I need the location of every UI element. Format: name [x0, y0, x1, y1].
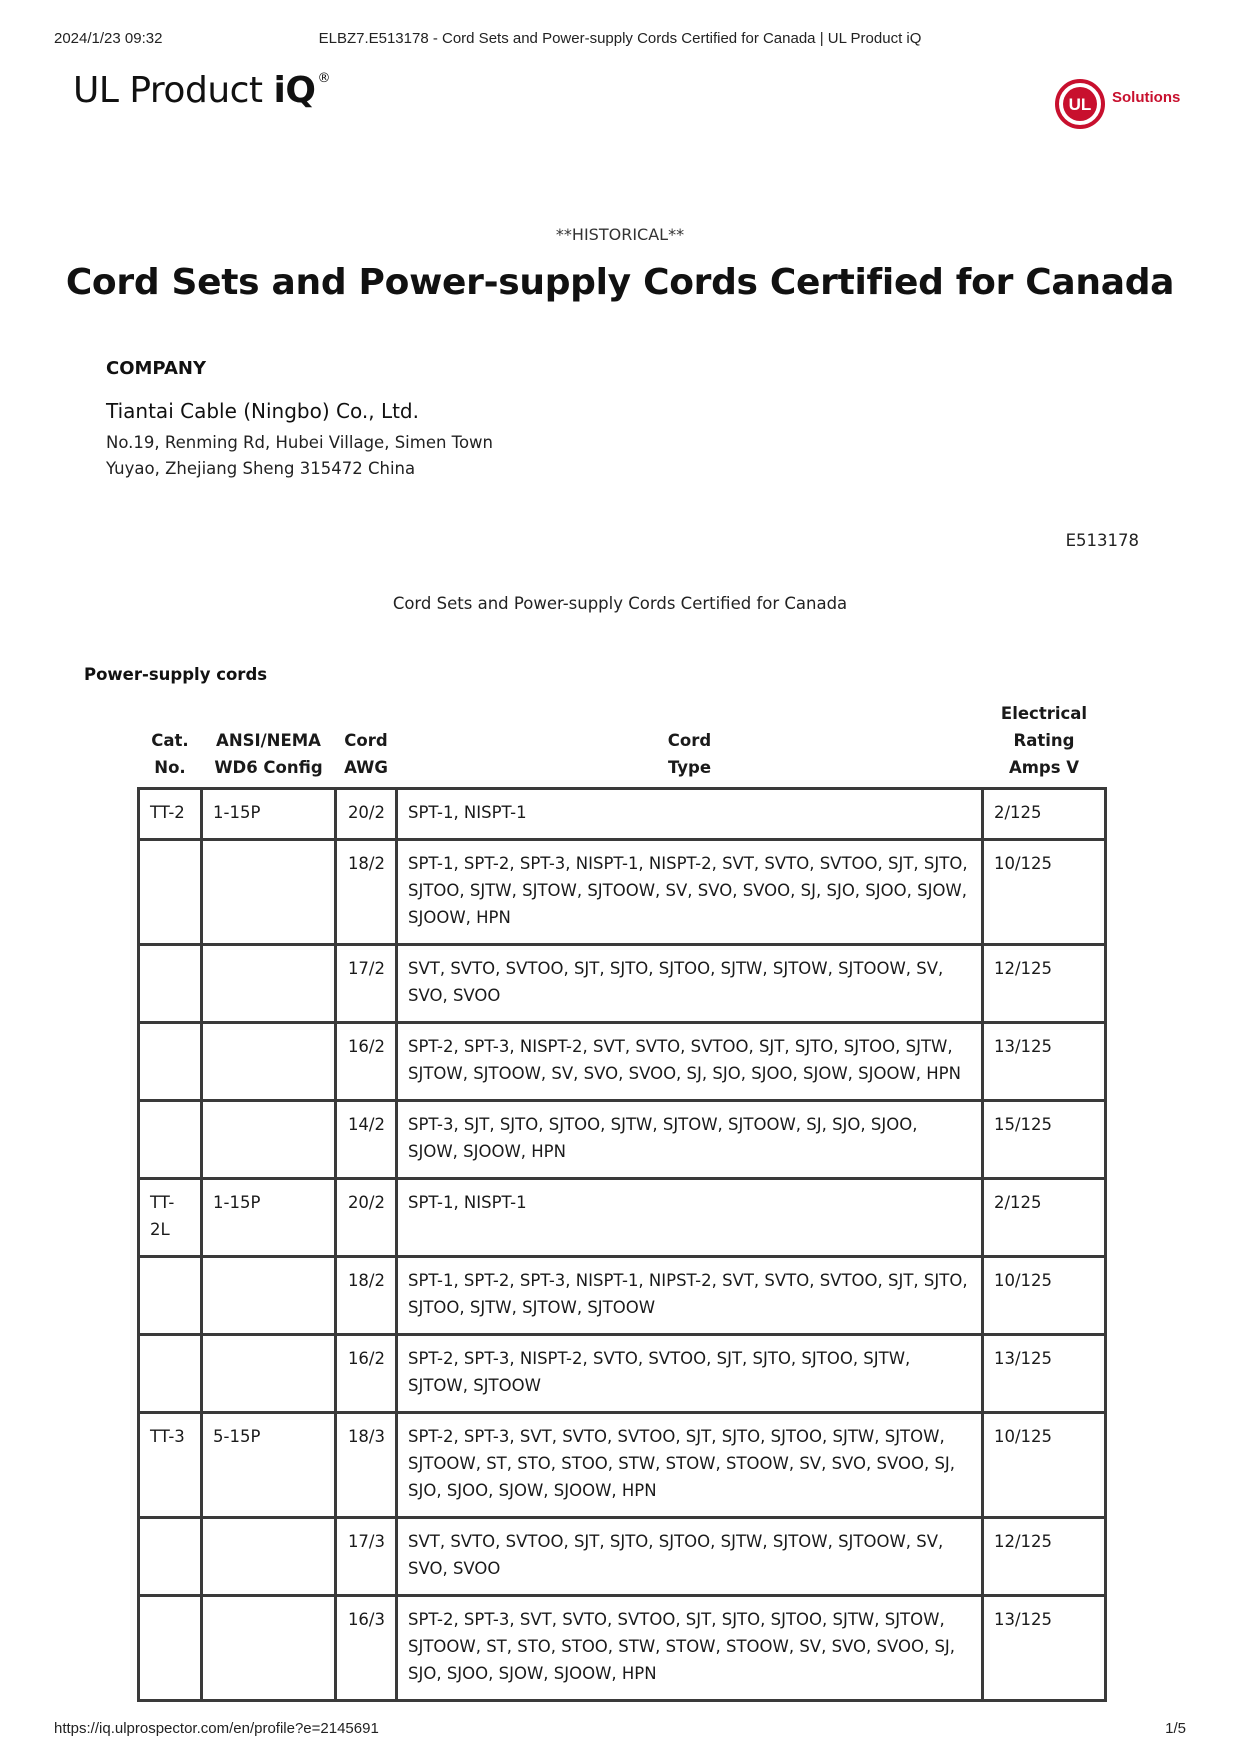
cell-cord-type: SPT-1, NISPT-1: [397, 789, 983, 840]
table-row: [139, 840, 1106, 945]
cell-config: 1-15P: [202, 1179, 336, 1257]
table-row: [139, 789, 1106, 840]
cell-cat-no: [139, 1335, 202, 1413]
page-title: Cord Sets and Power-supply Cords Certified for Canada: [65, 262, 1175, 303]
cell-rating: 2/125: [983, 1179, 1106, 1257]
cell-rating: 10/125: [983, 840, 1106, 945]
table-row: [139, 1413, 1106, 1518]
cell-awg: 17/2: [336, 945, 397, 1023]
cell-cat-no: TT-2L: [139, 1179, 202, 1257]
cell-config: [202, 1101, 336, 1179]
cell-rating: 13/125: [983, 1596, 1106, 1701]
brand-logo[interactable]: [73, 70, 330, 111]
table-row: [139, 945, 1106, 1023]
table-header-row: [139, 700, 1106, 789]
cell-rating: 10/125: [983, 1413, 1106, 1518]
table-row: [139, 1335, 1106, 1413]
table-row: [139, 1596, 1106, 1701]
cell-rating: 10/125: [983, 1257, 1106, 1335]
print-page-title: ELBZ7.E513178 - Cord Sets and Power-supply Cords Certified for Canada | UL Product iQ: [318, 30, 922, 47]
cell-config: 5-15P: [202, 1413, 336, 1518]
cell-rating: 13/125: [983, 1335, 1106, 1413]
cell-awg: 16/3: [336, 1596, 397, 1701]
power-supply-cords-table: [137, 700, 1107, 1702]
ul-solutions-logo-icon: [1053, 77, 1107, 131]
cell-cord-type: SPT-1, NISPT-1: [397, 1179, 983, 1257]
print-url[interactable]: https://iq.ulprospector.com/en/profile?e=2145691: [54, 1720, 379, 1737]
header-cord-type: Cord Type: [667, 731, 712, 777]
cell-awg: 20/2: [336, 1179, 397, 1257]
cell-awg: 18/3: [336, 1413, 397, 1518]
cell-cat-no: [139, 1518, 202, 1596]
cell-cord-type: SPT-2, SPT-3, SVT, SVTO, SVTOO, SJT, SJTO, SJTOO, SJTW, SJTOW, SJTOOW, ST, STO, STOO, STW, STOW, STOOW, SV, SVO, SVOO, SJ, SJO, SJOO, SJOW, SJOOW, HPN: [397, 1596, 983, 1701]
company-address-line1: No.19, Renming Rd, Hubei Village, Simen Town: [106, 433, 494, 452]
cell-config: [202, 1335, 336, 1413]
registered-mark: ®: [317, 71, 330, 86]
table-row: [139, 1518, 1106, 1596]
cell-config: [202, 1257, 336, 1335]
cell-cord-type: SPT-1, SPT-2, SPT-3, NISPT-1, NISPT-2, SVT, SVTO, SVTOO, SJT, SJTO, SJTOO, SJTW, SJTOW, SJTOOW, SV, SVO, SVOO, SJ, SJO, SJOO, SJOW, SJOOW, HPN: [397, 840, 983, 945]
cell-awg: 14/2: [336, 1101, 397, 1179]
cell-awg: 18/2: [336, 840, 397, 945]
cell-cord-type: SPT-3, SJT, SJTO, SJTOO, SJTW, SJTOW, SJTOOW, SJ, SJO, SJOO, SJOW, SJOOW, HPN: [397, 1101, 983, 1179]
company-name: Tiantai Cable (Ningbo) Co., Ltd.: [106, 399, 419, 423]
header-config: ANSI/NEMA WD6 Config: [214, 731, 323, 777]
cell-cat-no: [139, 1257, 202, 1335]
table-row: [139, 1257, 1106, 1335]
file-number: E513178: [1065, 531, 1139, 550]
header-awg: Cord AWG: [344, 731, 388, 777]
cell-cat-no: [139, 840, 202, 945]
brand-name: UL Product: [73, 70, 274, 111]
cell-rating: 2/125: [983, 789, 1106, 840]
section-title: Power-supply cords: [84, 665, 268, 684]
historical-tag: **HISTORICAL**: [555, 225, 685, 244]
table-row: [139, 1023, 1106, 1101]
cell-config: [202, 945, 336, 1023]
cell-awg: 18/2: [336, 1257, 397, 1335]
category-subtitle: Cord Sets and Power-supply Cords Certified for Canada: [392, 594, 848, 613]
cell-config: [202, 840, 336, 945]
cell-cord-type: SPT-2, SPT-3, NISPT-2, SVTO, SVTOO, SJT, SJTO, SJTOO, SJTW, SJTOW, SJTOOW: [397, 1335, 983, 1413]
cell-awg: 16/2: [336, 1335, 397, 1413]
company-label: COMPANY: [106, 358, 206, 379]
cell-awg: 20/2: [336, 789, 397, 840]
cell-cord-type: SVT, SVTO, SVTOO, SJT, SJTO, SJTOO, SJTW, SJTOW, SJTOOW, SV, SVO, SVOO: [397, 1518, 983, 1596]
print-datetime: 2024/1/23 09:32: [54, 30, 163, 47]
cell-config: [202, 1596, 336, 1701]
ul-solutions-label: Solutions: [1112, 89, 1181, 106]
cell-cat-no: [139, 1596, 202, 1701]
cell-config: [202, 1023, 336, 1101]
cell-awg: 17/3: [336, 1518, 397, 1596]
brand-name-bold: iQ: [273, 70, 316, 111]
table-row: [139, 1101, 1106, 1179]
cell-config: 1-15P: [202, 789, 336, 840]
cell-rating: 15/125: [983, 1101, 1106, 1179]
cell-cat-no: [139, 945, 202, 1023]
cell-awg: 16/2: [336, 1023, 397, 1101]
cell-cord-type: SPT-1, SPT-2, SPT-3, NISPT-1, NIPST-2, SVT, SVTO, SVTOO, SJT, SJTO, SJTOO, SJTW, SJTOW, SJTOOW: [397, 1257, 983, 1335]
cell-cord-type: SVT, SVTO, SVTOO, SJT, SJTO, SJTOO, SJTW, SJTOW, SJTOOW, SV, SVO, SVOO: [397, 945, 983, 1023]
table-row: [139, 1179, 1106, 1257]
cell-rating: 12/125: [983, 945, 1106, 1023]
ul-mark-text: UL: [1068, 95, 1092, 114]
cell-cat-no: TT-3: [139, 1413, 202, 1518]
cell-rating: 12/125: [983, 1518, 1106, 1596]
company-address-line2: Yuyao, Zhejiang Sheng 315472 China: [106, 459, 416, 478]
header-cat-no: Cat. No.: [151, 731, 189, 777]
cell-cat-no: [139, 1023, 202, 1101]
header-rating: Electrical Rating Amps V: [1000, 704, 1088, 777]
cell-cord-type: SPT-2, SPT-3, SVT, SVTO, SVTOO, SJT, SJTO, SJTOO, SJTW, SJTOW, SJTOOW, ST, STO, STOO, STW, STOW, STOOW, SV, SVO, SVOO, SJ, SJO, SJOO, SJOW, SJOOW, HPN: [397, 1413, 983, 1518]
cell-config: [202, 1518, 336, 1596]
cell-cord-type: SPT-2, SPT-3, NISPT-2, SVT, SVTO, SVTOO, SJT, SJTO, SJTOO, SJTW, SJTOW, SJTOOW, SV, SVO, SVOO, SJ, SJO, SJOO, SJOW, SJOOW, HPN: [397, 1023, 983, 1101]
cell-rating: 13/125: [983, 1023, 1106, 1101]
cell-cat-no: TT-2: [139, 789, 202, 840]
cell-cat-no: [139, 1101, 202, 1179]
print-page-number: 1/5: [1165, 1720, 1186, 1737]
